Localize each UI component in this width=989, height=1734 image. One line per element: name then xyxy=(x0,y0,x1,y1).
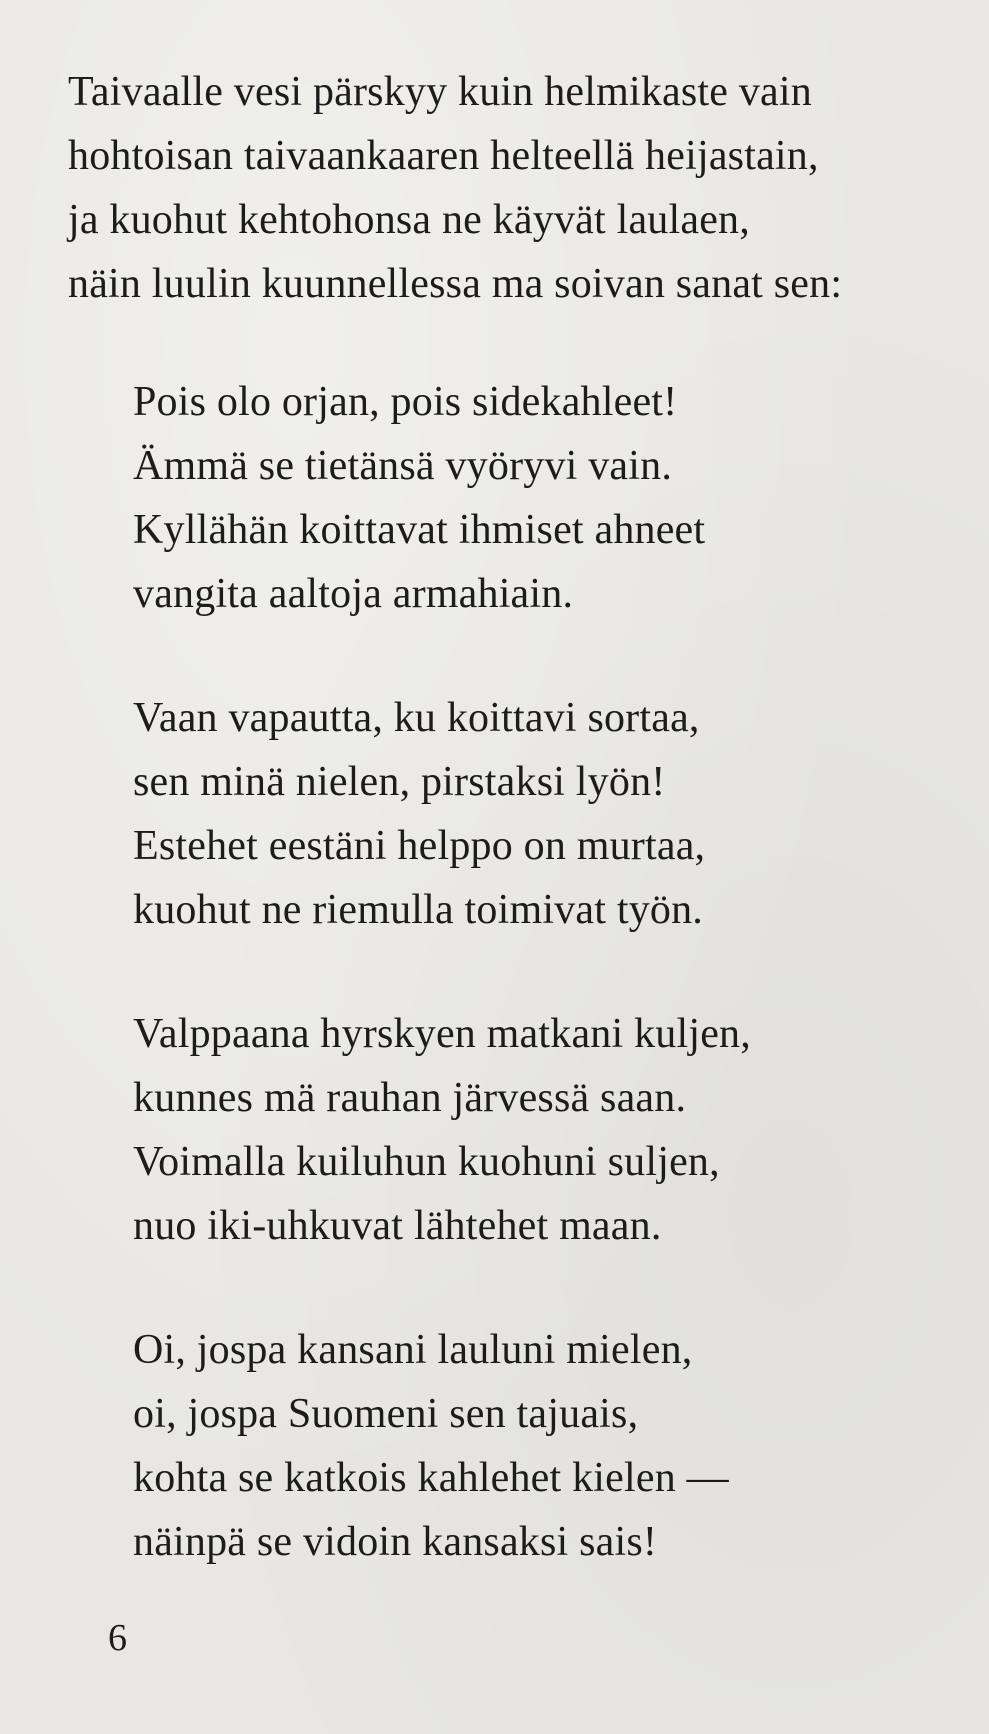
poem-line: hohtoisan taivaankaaren helteellä heijastain, xyxy=(68,133,819,179)
poem-line: Vaan vapautta, ku koittavi sortaa, xyxy=(133,695,700,741)
poem-line: näin luulin kuunnellessa ma soivan sanat sen: xyxy=(68,261,843,307)
poem-line: näinpä se vidoin kansaksi sais! xyxy=(133,1519,658,1565)
poem-line: ja kuohut kehtohonsa ne käyvät laulaen, xyxy=(68,197,750,243)
poem-line: Oi, jospa kansani lauluni mielen, xyxy=(133,1327,693,1373)
poem-line: Ämmä se tietänsä vyöryvi vain. xyxy=(133,443,673,489)
poem-line: Pois olo orjan, pois sidekahleet! xyxy=(133,379,678,425)
poem-line: kunnes mä rauhan järvessä saan. xyxy=(133,1075,687,1121)
poem-line: oi, jospa Suomeni sen tajuais, xyxy=(133,1391,639,1437)
poem-line: kohta se katkois kahlehet kielen — xyxy=(133,1455,729,1501)
poem-line: Valppaana hyrskyen matkani kuljen, xyxy=(133,1011,751,1057)
poem-line: nuo iki-uhkuvat lähtehet maan. xyxy=(133,1203,662,1249)
poem-line: sen minä nielen, pirstaksi lyön! xyxy=(133,759,666,805)
poem-line: Kyllähän koittavat ihmiset ahneet xyxy=(133,507,706,553)
poem-line: vangita aaltoja armahiain. xyxy=(133,571,574,617)
poem-line: kuohut ne riemulla toimivat työn. xyxy=(133,887,704,933)
poem-line: Voimalla kuiluhun kuohuni suljen, xyxy=(133,1139,720,1185)
poem-line: Estehet eestäni helppo on murtaa, xyxy=(133,823,706,869)
poem-line: Taivaalle vesi pärskyy kuin helmikaste vain xyxy=(68,69,812,115)
page-number: 6 xyxy=(108,1617,127,1659)
